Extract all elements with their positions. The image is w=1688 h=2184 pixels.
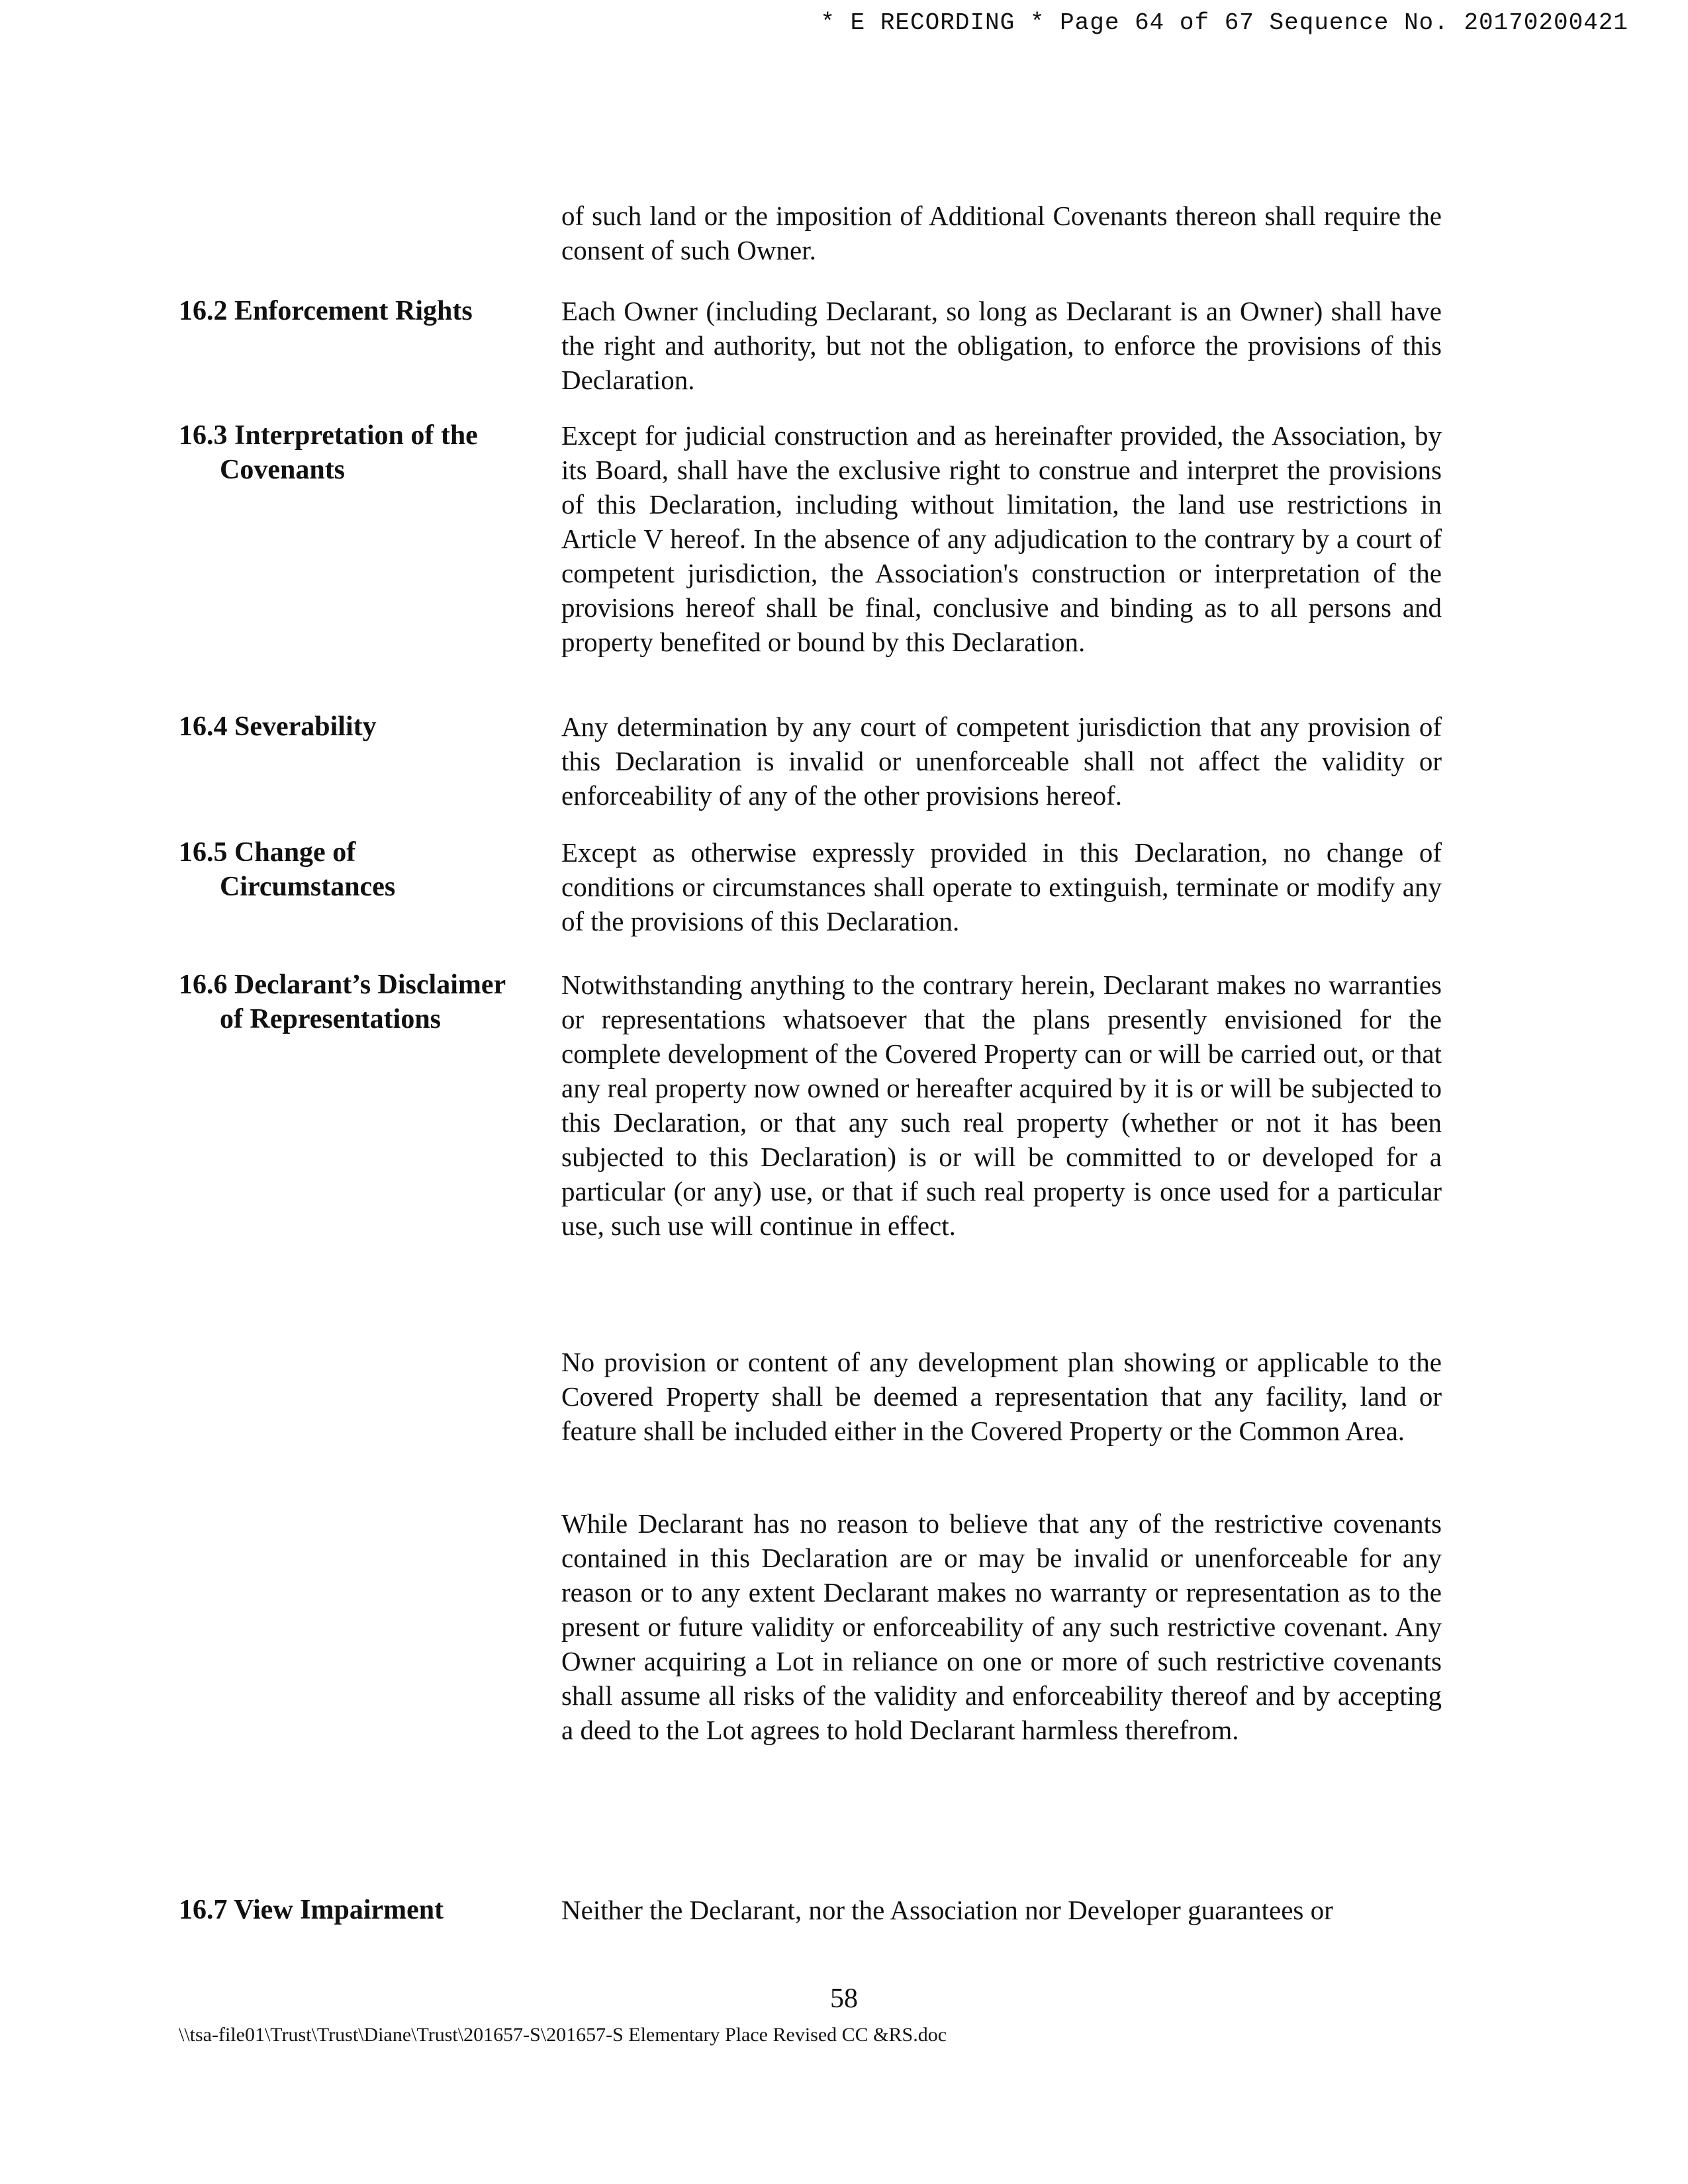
section-heading-line: of Representations [220, 1004, 442, 1034]
section-text: While Declarant has no reason to believe that any of the restrictive covenants contained in this Declaration are or may be invalid or unenforceable for any reason or to any extent Declarant makes no warranty or representation as to the present or future validity or enforceability of any such restrictive covenant. Any Owner acquiring a Lot in reliance on one or more of such restrictive covenants shall assume all risks of the validity and enforceability thereof and by accepting a deed to the Lot agrees to hold Declarant harmless therefrom. [561, 1508, 1442, 1745]
section-heading: 16.4 Severability [179, 711, 377, 742]
section-text: No provision or content of any development plan showing or applicable to the Covered Property shall be deemed a representation that any facility, land or feature shall be included either in the Covered Property or the Common Area. [561, 1347, 1442, 1446]
file-path: \\tsa-file01\Trust\Trust\Diane\Trust\201657-S\201657-S Elementary Place Revised CC &RS.doc [179, 2024, 947, 2046]
section-heading [179, 968, 549, 1036]
section-heading-line: Circumstances [220, 872, 396, 902]
section-text: Except as otherwise expressly provided in this Declaration, no change of conditions or circumstances shall operate to extinguish, terminate or modify any of the provisions of this Declaration. [561, 837, 1442, 936]
section-text: Any determination by any court of competent jurisdiction that any provision of this Declaration is invalid or unenforceable shall not affect the validity or enforceability of any of the other provisions hereof. [561, 711, 1442, 811]
section-text: Notwithstanding anything to the contrary herein, Declarant makes no warranties or representations whatsoever that the plans presently envisioned for the complete development of the Covered Property can or will be carried out, or that any real property now owned or hereafter acquired by it is or will be subjected to this Declaration, or that any such real property (whether or not it has been subjected to this Declaration) is or will be committed to or developed for a particular (or any) use, or that if such real property is once used for a particular use, such use will continue in effect. [561, 970, 1442, 1241]
section-text: Neither the Declarant, nor the Association nor Developer guarantees or [561, 1895, 1333, 1925]
section-heading-line: Covenants [220, 455, 346, 485]
recording-header: * E RECORDING * Page 64 of 67 Sequence No. 20170200421 [820, 9, 1628, 36]
section-heading [179, 835, 549, 904]
page-number: 58 [830, 1983, 858, 2014]
section-heading-line: 16.6 Declarant’s Disclaimer [179, 970, 506, 1000]
section-text: of such land or the imposition of Additional Covenants thereon shall require the consent of such Owner. [561, 201, 1442, 265]
section-heading-line: 16.3 Interpretation of the [179, 420, 478, 451]
section-text: Each Owner (including Declarant, so long as Declarant is an Owner) shall have the right and authority, but not the obligation, to enforce the provisions of this Declaration. [561, 296, 1442, 395]
section-heading-line: 16.5 Change of [179, 837, 356, 868]
section-text: Except for judicial construction and as hereinafter provided, the Association, by its Board, shall have the exclusive right to construe and interpret the provisions of this Declaration, including without limitation, the land use restrictions in Article V hereof. In the absence of any adjudication to the contrary by a court of competent jurisdiction, the Association's construction or interpretation of the provisions hereof shall be final, conclusive and binding as to all persons and property benefited or bound by this Declaration. [561, 420, 1442, 657]
section-heading [179, 418, 549, 487]
section-heading: 16.2 Enforcement Rights [179, 296, 473, 326]
section-heading: 16.7 View Impairment [179, 1895, 444, 1925]
